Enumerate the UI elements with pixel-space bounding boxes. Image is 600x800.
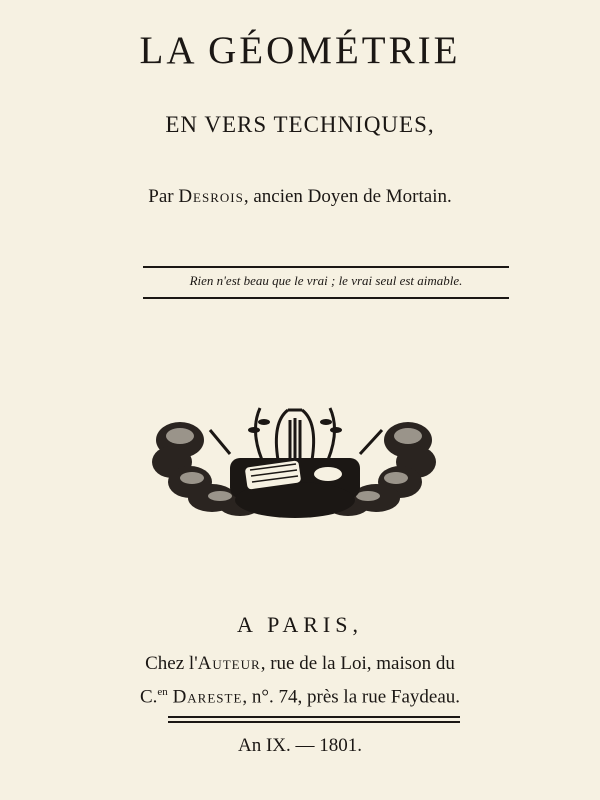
imprint-line-1	[60, 650, 540, 678]
imprint-place: A PARIS,	[236, 612, 363, 637]
imprint-publisher: Auteur	[197, 653, 261, 674]
author-line	[0, 186, 600, 208]
imprint-address	[60, 650, 540, 711]
imprint-text: , n°. 74, près la rue Faydeau.	[242, 686, 460, 708]
book-subtitle: EN VERS TECHNIQUES,	[165, 112, 435, 137]
book-title: LA GÉOMÉTRIE	[139, 29, 461, 72]
epigraph-rule-bottom	[143, 297, 509, 299]
imprint-rule-bottom	[168, 721, 460, 723]
imprint-superscript: en	[157, 686, 168, 698]
ornamental-vignette-icon	[150, 400, 440, 540]
publication-date: An IX. — 1801.	[237, 735, 363, 756]
imprint-text: Chez l'	[145, 653, 198, 674]
imprint-text: , rue de la Loi, maison du	[260, 653, 455, 674]
imprint-text: C.	[139, 686, 158, 708]
author-prefix: Par	[148, 186, 174, 207]
epigraph: Rien n'est beau que le vrai ; le vrai seul est aimable.	[189, 273, 463, 288]
author-name: Desrois	[178, 186, 244, 207]
imprint-rule-top	[168, 716, 460, 718]
imprint-line-2	[60, 678, 540, 711]
imprint-house-owner: Dareste	[172, 686, 243, 708]
epigraph-rule-top	[143, 266, 509, 268]
author-suffix: , ancien Doyen de Mortain.	[243, 186, 452, 207]
